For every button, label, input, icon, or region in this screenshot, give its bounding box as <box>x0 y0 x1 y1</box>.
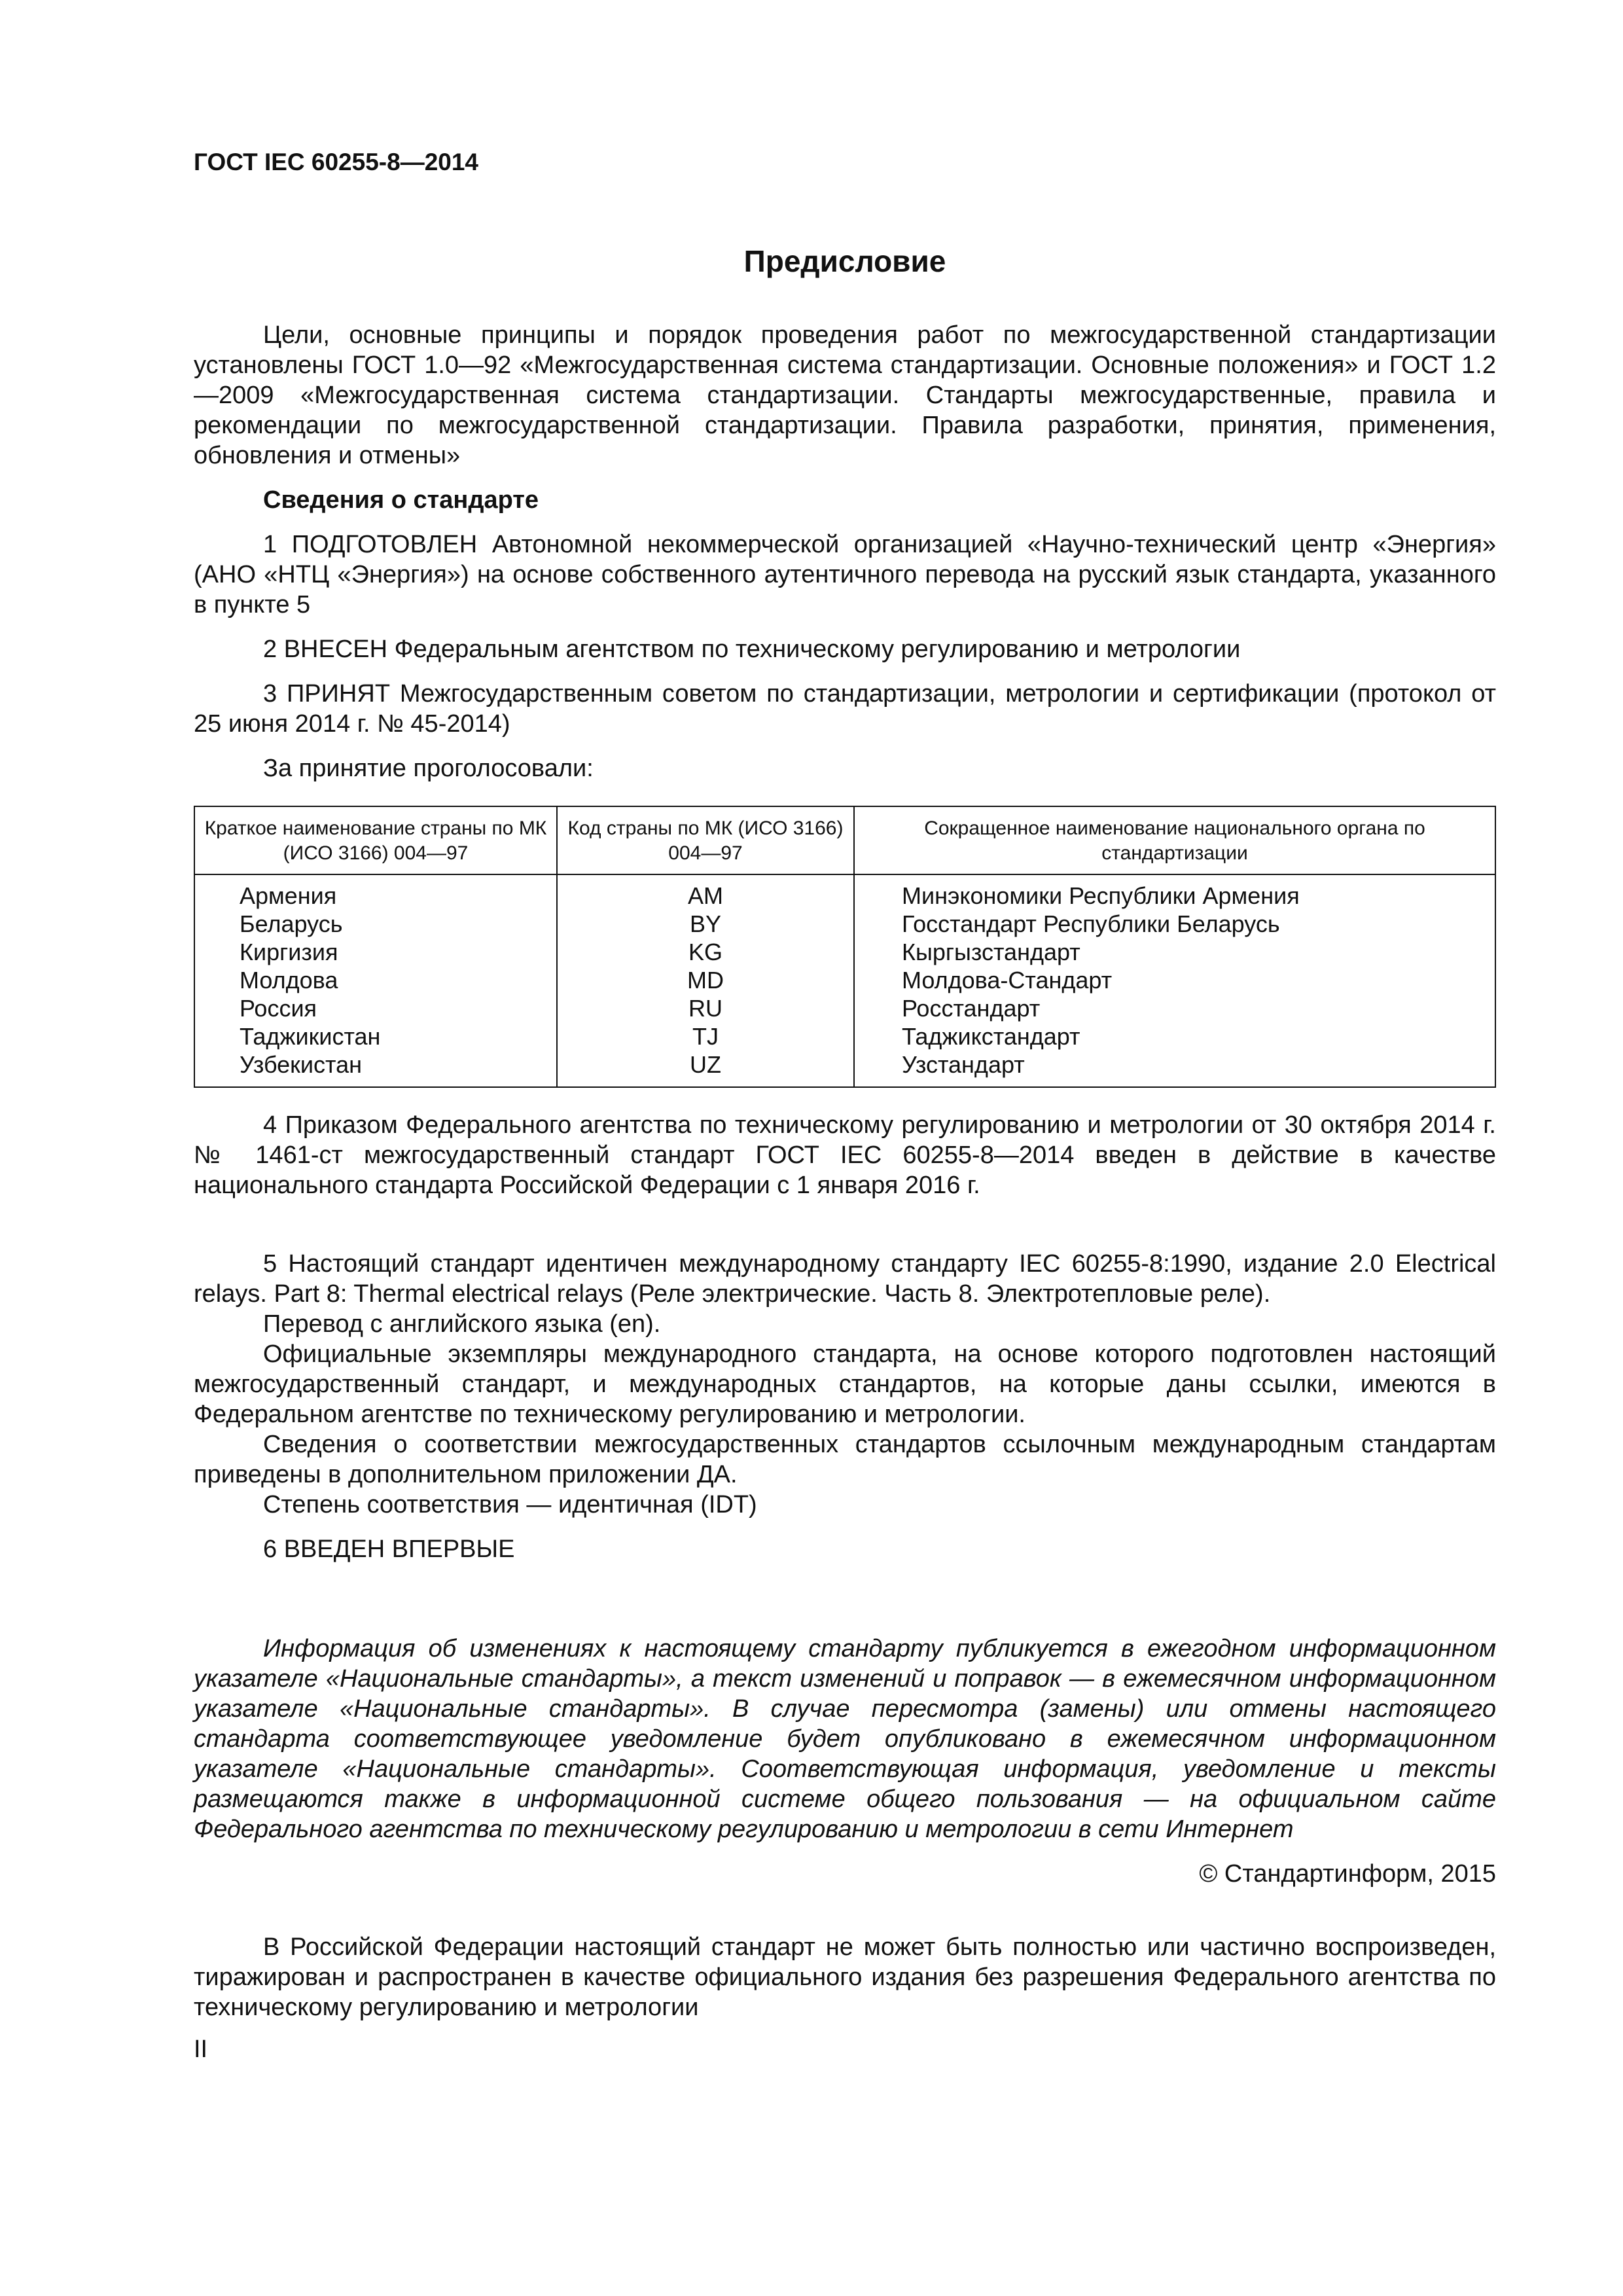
code-cell: TJ <box>557 1022 854 1050</box>
item-degree: Степень соответствия — идентичная (IDT) <box>263 1491 757 1518</box>
section-heading: Сведения о стандарте <box>263 486 539 514</box>
copyright-line: © Стандартинформ, 2015 <box>1199 1860 1496 1888</box>
table-row <box>194 874 1495 910</box>
page-title: Предисловие <box>743 244 946 278</box>
column-header-country: Краткое наименование страны по МК (ИСО 3166) 004—97 <box>194 806 557 874</box>
item-translation: Перевод с английского языка (en). <box>263 1310 661 1338</box>
table-row <box>194 1050 1495 1087</box>
changes-info-paragraph: Информация об изменениях к настоящему стандарту публикуется в ежегодном информационном указателе «Национальные стандарты», а текст изменений и поправок — в ежемесячном информационном указателе «Национальные стандарты». В случае пересмотра (замены) или отмены настоящего стандарта соответствующее уведомление будет опубликовано в ежемесячном информационном указателе «Национальные стандарты». Соответствующая информация, уведомление и тексты размещаются также в информационной системе общего пользования — на официальном сайте Федерального агентства по техническому регулированию и метрологии в сети Интернет <box>194 1635 1496 1843</box>
table-row <box>194 938 1495 966</box>
country-cell: Армения <box>240 882 337 909</box>
country-cell: Беларусь <box>240 910 343 937</box>
column-header-body: Сокращенное наименование национального органа по стандартизации <box>854 806 1495 874</box>
code-cell: KG <box>557 938 854 966</box>
restriction-paragraph: В Российской Федерации настоящий стандарт не может быть полностью или частично воспроизведен, тиражирован и распространен в качестве официального издания без разрешения Федерального агентства по техническому регулированию и метрологии <box>194 1933 1496 2021</box>
intro-paragraph: Цели, основные принципы и порядок проведения работ по межгосударственной стандартизации установлены ГОСТ 1.0—92 «Межгосударственная система стандартизации. Основные положения» и ГОСТ 1.2—2009 «Межгосударственная система стандартизации. Стандарты межгосударственные, правила и рекомендации по межгосударственной стандартизации. Правила разработки, принятия, применения, обновления и отмены» <box>194 321 1496 469</box>
country-cell: Молдова <box>240 967 338 994</box>
code-cell: BY <box>557 910 854 938</box>
vote-table <box>194 806 1496 1088</box>
country-cell: Таджикистан <box>240 1023 381 1050</box>
country-cell: Киргизия <box>240 939 338 965</box>
country-cell: Россия <box>240 995 317 1022</box>
body-cell: Таджикстандарт <box>854 1022 1495 1050</box>
code-cell: UZ <box>557 1050 854 1087</box>
item-adopted: 3 ПРИНЯТ Межгосударственным советом по стандартизации, метрологии и сертификации (протокол от 25 июня 2014 г. № 45-2014) <box>194 680 1496 738</box>
item-voted-intro: За принятие проголосовали: <box>263 755 594 782</box>
document-page <box>194 147 1496 2209</box>
item-official-copies: Официальные экземпляры международного стандарта, на основе которого подготовлен настоящий межгосударственный стандарт, и международных стандартов, на которые даны ссылки, имеются в Федеральном агентстве по техническому регулированию и метрологии. <box>194 1340 1496 1428</box>
table-row <box>194 910 1495 938</box>
item-correspondence: Сведения о соответствии межгосударственных стандартов ссылочным международным стандартам приведены в дополнительном приложении ДА. <box>194 1431 1496 1488</box>
country-cell: Узбекистан <box>240 1051 363 1078</box>
body-cell: Молдова-Стандарт <box>854 966 1495 994</box>
body-cell: Узстандарт <box>854 1050 1495 1087</box>
column-header-code: Код страны по МК (ИСО 3166) 004—97 <box>557 806 854 874</box>
page-number: II <box>194 2036 208 2063</box>
code-cell: RU <box>557 994 854 1022</box>
body-cell: Росстандарт <box>854 994 1495 1022</box>
code-cell: MD <box>557 966 854 994</box>
item-first-time: 6 ВВЕДЕН ВПЕРВЫЕ <box>263 1535 515 1563</box>
body-cell: Кыргызстандарт <box>854 938 1495 966</box>
document-code: ГОСТ IEC 60255-8—2014 <box>194 149 479 175</box>
code-cell: AM <box>557 874 854 910</box>
body-cell: Минэкономики Республики Армения <box>854 874 1495 910</box>
body-cell: Госстандарт Республики Беларусь <box>854 910 1495 938</box>
vote-table-header-row <box>194 806 1495 874</box>
item-identical: 5 Настоящий стандарт идентичен международному стандарту IEC 60255-8:1990, издание 2.0 Electrical relays. Part 8: Thermal electrical relays (Реле электрические. Часть 8. Электротепловые реле). <box>194 1250 1496 1308</box>
item-prepared: 1 ПОДГОТОВЛЕН Автономной некоммерческой организацией «Научно-технический центр «Энергия» (АНО «НТЦ «Энергия») на основе собственного аутентичного перевода на русский язык стандарта, указанного в пункте 5 <box>194 531 1496 619</box>
table-row <box>194 994 1495 1022</box>
table-row <box>194 966 1495 994</box>
item-submitted: 2 ВНЕСЕН Федеральным агентством по техническому регулированию и метрологии <box>263 636 1241 663</box>
table-row <box>194 1022 1495 1050</box>
item-order: 4 Приказом Федерального агентства по техническому регулированию и метрологии от 30 октября 2014 г. № 1461-ст межгосударственный стандарт ГОСТ IEC 60255-8—2014 введен в действие в качестве национального стандарта Российской Федерации с 1 января 2016 г. <box>194 1111 1496 1199</box>
